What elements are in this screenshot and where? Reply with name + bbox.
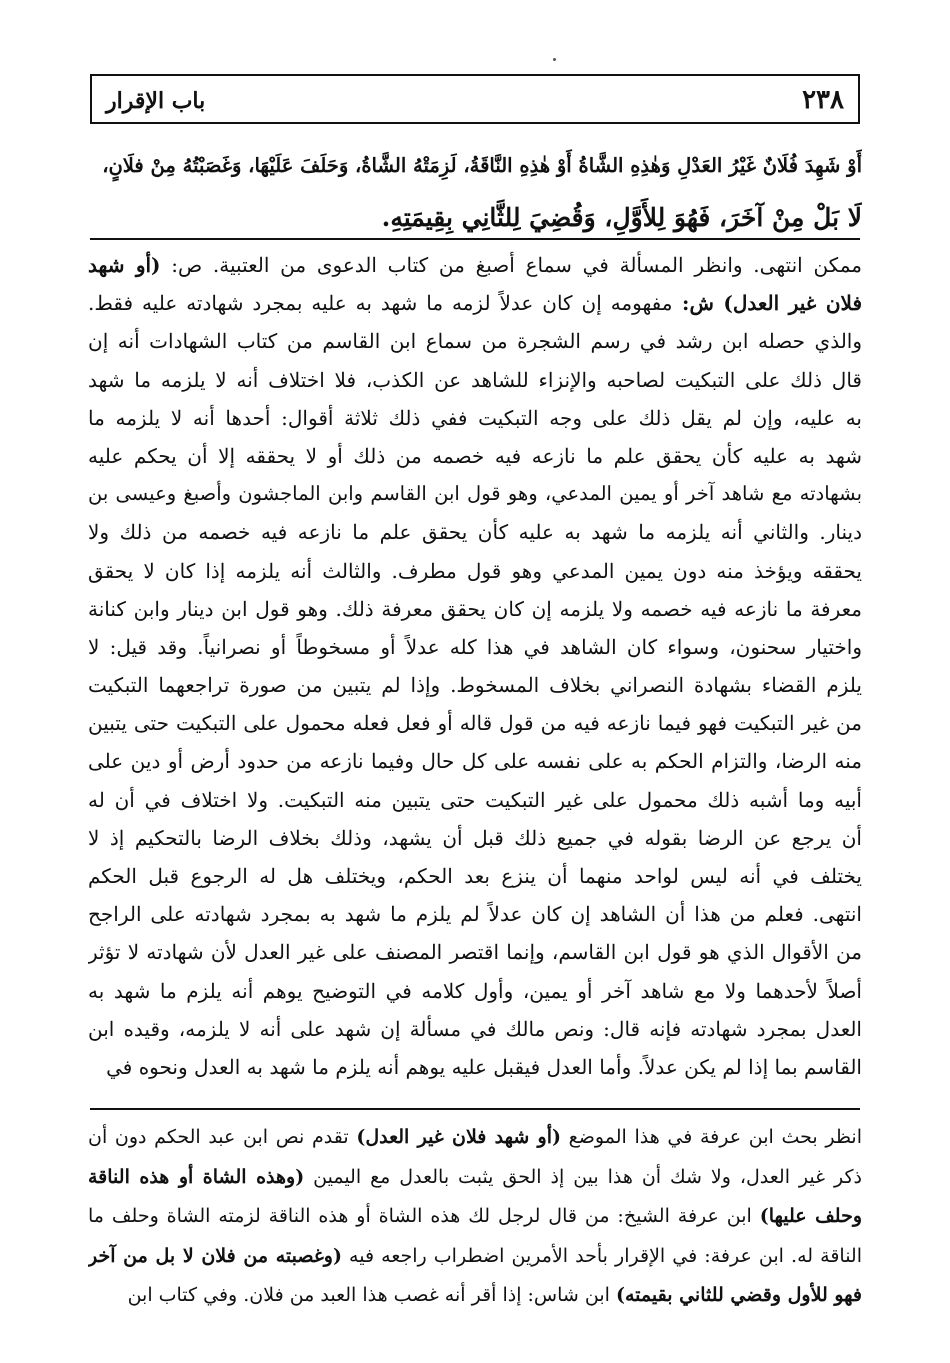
commentary-line — [88, 399, 862, 437]
footnote-line-bold-segment: فهو للأول وقضي للثاني بقيمته) — [615, 1284, 862, 1306]
commentary-line — [88, 513, 862, 551]
footnote-line — [88, 1197, 862, 1237]
commentary-line-segment: مفهومه إن كان عدلاً لزمه ما شهد به عليه بمجرد شهادته عليه فقط. — [88, 291, 673, 316]
commentary-line-segment: قال ذلك على التبكيت لصاحبه والإنزاء للشاهد عن الكذب، فلا اختلاف أنه لا يلزمه ما شهد — [88, 367, 862, 392]
commentary-line-bold-segment: (أو شهد — [88, 253, 161, 277]
commentary-line-segment: واختيار سحنون، وسواء كان الشاهد في هذا كله عدلاً أو مسخوطاً أو نصرانياً. وقد قيل: لا — [88, 634, 862, 659]
page-header — [90, 74, 860, 124]
footnote-line-segment: تقدم نص ابن عبد الحكم دون أن — [88, 1126, 357, 1148]
footnote-line — [88, 1118, 862, 1158]
commentary-line — [88, 361, 862, 399]
commentary-line-segment: يختلف في أنه ليس لواحد منهما أن ينزع بعد الحكم، ويختلف هل له الرجوع قبل الحكم — [88, 864, 862, 888]
commentary-line-segment: معرفة ما نازعه فيه خصمه ولا يلزمه إن كان يحقق معرفة ذلك. وهو قول ابن دينار وابن كنانة — [88, 596, 862, 621]
commentary-line-segment: من الأقوال الذي هو قول ابن القاسم، وإنما اقتصر المصنف على غير العدل لأن شهادته لا تؤثر — [88, 940, 862, 965]
commentary-line-segment: انتهى. فعلم من هذا أن الشاهد إن كان عدلاً لم يلزم ما شهد به بمجرد شهادته على الراجح — [88, 902, 862, 927]
commentary-line — [88, 322, 862, 360]
footnote-line — [88, 1237, 862, 1277]
footnote-line-bold-segment: وحلف عليها) — [759, 1205, 862, 1227]
page-number: ٢٣٨ — [802, 85, 844, 115]
commentary-line-segment: العدل بمجرد شهادته فإنه قال: ونص مالك في مسألة إن شهد على أنه لا يلزمه، وقيده ابن — [88, 1016, 862, 1041]
commentary-line — [88, 857, 862, 895]
commentary-line — [88, 972, 862, 1010]
commentary-line-segment: به عليه، وإن لم يقل ذلك على وجه التبكيت ففي ذلك ثلاثة أقوال: أحدها أنه لا يلزمه ما — [88, 405, 862, 430]
commentary-line-segment: أصلاً لأحدهما ولا مع شاهد آخر أو يمين، وأول كلامه في التوضيح يوهم أنه يلزم ما شهد به — [88, 978, 862, 1003]
commentary-line — [88, 1010, 862, 1048]
commentary-line — [88, 590, 862, 628]
footnote-line-bold-segment: (وغصبته من فلان لا بل من آخر — [88, 1244, 342, 1267]
commentary-line-bold-segment: فلان غير العدل) ش: — [672, 291, 862, 316]
commentary-line — [88, 819, 862, 857]
commentary-line-segment: دينار. والثاني أنه يلزمه ما شهد به عليه كأن يحقق علم ما نازعه فيه خصمه من ذلك ولا — [88, 520, 862, 545]
footnote-divider — [90, 1108, 860, 1110]
footnote-line-bold-segment: (أو شهد فلان غير العدل) — [356, 1126, 561, 1148]
chapter-title: باب الإقرار — [106, 88, 206, 114]
commentary-line-segment: يحققه ويؤخذ منه دون يمين المدعي وهو قول مطرف. والثالث أنه يلزمه إذا كان لا يحقق — [88, 558, 862, 583]
commentary-line — [88, 552, 862, 590]
main-text-line: أَوْ شَهِدَ فُلَانٌ غَيْرُ العَدْلِ وَهٰذِهِ الشَّاةُ أَوْ هٰذِهِ النَّاقَةُ، لَزِمَتْهُ الشَّاةُ، وَحَلَفَ عَلَيْهَا، وَغَصَبْتُهُ مِنْ فلَانٍ، — [102, 154, 862, 177]
commentary-line — [88, 437, 862, 475]
commentary-line — [88, 742, 862, 780]
footnote-line-segment: ابن شاس: إذا أقر أنه غصب هذا العبد من فلان. وفي كتاب ابن — [127, 1284, 616, 1306]
commentary-line — [88, 666, 862, 704]
commentary-line-segment: والذي حصله ابن رشد في رسم الشجرة من سماع ابن القاسم من كتاب الشهادات أنه إن — [88, 329, 862, 354]
footnote-line — [88, 1276, 862, 1316]
commentary — [88, 246, 862, 1086]
commentary-line-segment: يلزم القضاء بشهادة النصراني بخلاف المسخوط. وإذا لم يتبين من صورة تراجعهما التبكيت — [88, 673, 862, 698]
scan-speck — [553, 58, 556, 61]
commentary-line — [88, 895, 862, 933]
commentary-line — [88, 246, 862, 284]
footnote-line-segment: ابن عرفة الشيخ: من قال لرجل لك هذه الشاة أو هذه الناقة لزمته الشاة وحلف ما — [88, 1205, 760, 1227]
footnote-line-segment: الناقة له. ابن عرفة: في الإقرار بأحد الأمرين اضطراب راجعه فيه — [341, 1244, 862, 1267]
commentary-line-segment: ممكن انتهى. وانظر المسألة في سماع أصبغ من كتاب الدعوى من العتبية. ص: — [160, 253, 862, 277]
commentary-line — [88, 1048, 862, 1086]
footnote-line-segment: انظر بحث ابن عرفة في هذا الموضع — [560, 1126, 862, 1148]
commentary-line — [88, 475, 862, 513]
commentary-line-segment: القاسم بما إذا لم يكن عدلاً. وأما العدل فيقبل عليه يوهم أنه يلزم ما شهد به العدل ونحوه في — [106, 1054, 862, 1079]
commentary-line — [88, 628, 862, 666]
commentary-line-segment: منه الرضا، والتزام الحكم به على نفسه على كل حال وفيما نازعه من حدود أرض أو دين على — [88, 749, 862, 774]
footnote-line-bold-segment: (وهذه الشاة أو هذه الناقة — [88, 1165, 305, 1188]
footnotes — [88, 1118, 862, 1316]
footnote-line-segment: ذكر غير العدل، ولا شك أن هذا بين إذ الحق يثبت بالعدل مع اليمين — [304, 1165, 862, 1188]
commentary-line — [88, 781, 862, 819]
main-text-divider — [90, 238, 860, 240]
commentary-line-segment: شهد به عليه كأن يحقق علم ما نازعه فيه خصمه من ذلك أو لا يحققه إلا أن يحكم عليه — [88, 443, 862, 468]
commentary-line — [88, 933, 862, 971]
main-text-line: لَا بَلْ مِنْ آخَرَ، فَهُوَ لِلأَوَّلِ، وَقُضِيَ لِلثَّانِي بِقِيمَتِهِ. — [381, 203, 862, 232]
footnote-line — [88, 1158, 862, 1198]
commentary-line — [88, 284, 862, 322]
commentary-line-segment: أن يرجع عن الرضا بقوله في جميع ذلك قبل أن يشهد، وذلك بخلاف الرضا بالتحكيم إذ لا — [88, 825, 862, 850]
commentary-line — [88, 704, 862, 742]
commentary-line-segment: من غير التبكيت فهو فيما نازعه فيه من قول قاله أو فعل فعله محمول على التبكيت حتى يتبين — [88, 711, 862, 736]
commentary-line-segment: بشهادته مع شاهد آخر أو يمين المدعي، وهو قول ابن القاسم وابن الماجشون وأصبغ وعيسى بن — [88, 482, 862, 506]
main-text — [86, 140, 862, 244]
commentary-line-segment: أبيه وما أشبه ذلك محمول على غير التبكيت حتى يتبين منه التبكيت. ولا اختلاف في أن له — [88, 787, 862, 812]
